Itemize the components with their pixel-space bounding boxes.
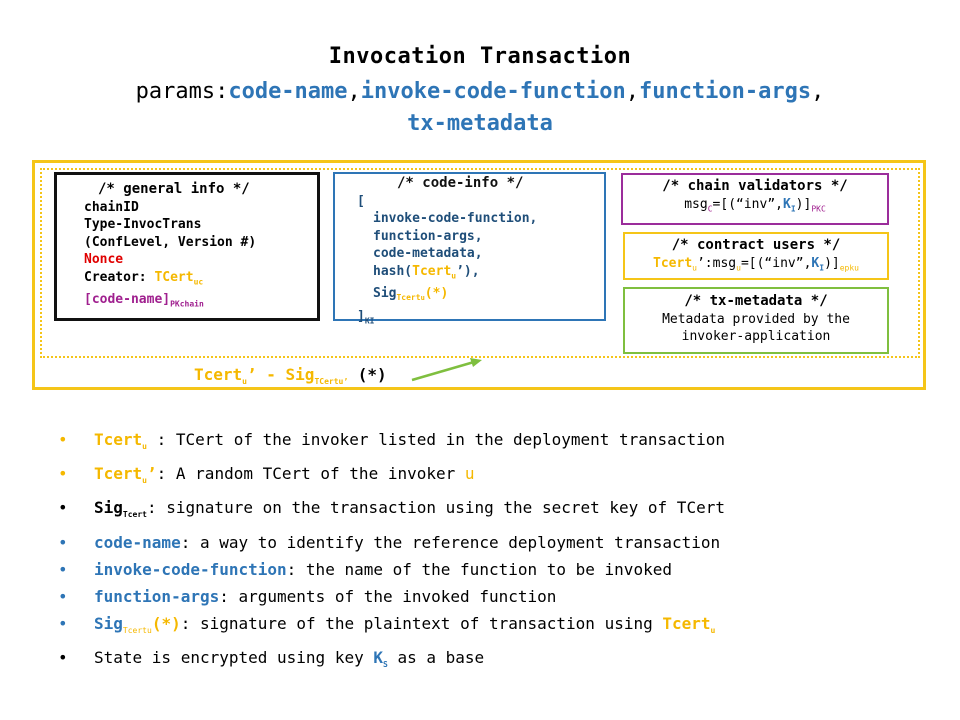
list-item [58, 556, 725, 583]
sig-subsub: u [420, 294, 425, 303]
cu-tcert-sub: u [692, 263, 697, 273]
key-k-sub: I [790, 204, 796, 214]
bullet-text: : signature of the plaintext of transaction using [180, 613, 663, 633]
code-info-open: [ [357, 193, 365, 209]
general-info-header: /* general info */ [98, 181, 250, 197]
list-item [58, 494, 725, 528]
sig-sig-sub: TCertu’ [314, 377, 349, 387]
code-info-line: code-metadata, [373, 246, 483, 261]
bullet-term-sub: u [142, 442, 147, 452]
bullet-text: : signature on the transaction using the secret key of TCert [147, 498, 725, 518]
bullet-dot: • [58, 430, 68, 449]
page-title: Invocation Transaction [328, 44, 632, 69]
chain-id-line: chainID [84, 199, 139, 215]
bullet-term: invoke-code-function [94, 559, 287, 579]
bullet-dot: • [58, 613, 68, 633]
list-item [58, 426, 725, 460]
contract-users-header: /* contract users */ [671, 237, 841, 253]
sig-tcert: Tcert [194, 365, 243, 384]
tx-metadata-header: /* tx-metadata */ [684, 293, 828, 309]
type-line: Type-InvocTrans [84, 217, 202, 232]
bullet-term: Sig [94, 613, 123, 633]
sig-label: Sig [373, 285, 397, 301]
bullet-text: : the name of the function to be invoked [286, 559, 672, 579]
creator-sub: uc [193, 277, 204, 287]
cu-msg-sub: u [736, 263, 741, 273]
msg-body: =[(“inv”, [712, 196, 783, 212]
sig-tcert-sub: u [242, 377, 247, 387]
cu-mid: ’:msg [696, 255, 737, 271]
cu-tcert: Tcert [653, 255, 693, 271]
bullet-term-sub: Tcert [122, 510, 147, 520]
msg-sub: C [707, 204, 713, 214]
sig-star: (*) [348, 365, 387, 384]
bullet-text: : a way to identify the reference deployment transaction [180, 532, 721, 552]
param-function-args: function-args [638, 79, 812, 104]
bullet-term: Tcert [94, 464, 143, 484]
pk-sub: PKC [811, 204, 826, 214]
bullet-text: : TCert of the invoker listed in the deployment transaction [147, 430, 725, 449]
bullet-tail-sub: u [710, 625, 716, 635]
bullet-text2: as a base [387, 647, 485, 667]
tx-metadata-line1: Metadata provided by the [662, 311, 850, 327]
bullet-dot: • [58, 498, 68, 518]
list-item [58, 529, 725, 556]
bullet-text: : A random TCert of the invoker [156, 464, 465, 484]
bullet-term-sub: Tcertu [122, 625, 152, 635]
list-item [58, 644, 725, 678]
bullet-tail: u [464, 464, 475, 484]
bullet-term2: (*) [151, 613, 181, 633]
list-item [58, 610, 725, 644]
creator-value: TCert [154, 269, 194, 285]
code-info-line: invoke-code-function, [373, 211, 538, 226]
list-item [58, 583, 725, 610]
hash-tcert: Tcert [412, 263, 452, 279]
bullet-dot: • [58, 586, 68, 606]
sig-sig: ’ - Sig [247, 365, 315, 384]
close-sub: KI [364, 316, 375, 326]
param-code-name: code-name [228, 79, 348, 104]
bullet-key-sub: S [383, 659, 388, 669]
bullet-term: code-name [94, 532, 181, 552]
bullet-key: K [373, 647, 383, 667]
nonce-line: Nonce [84, 252, 124, 267]
bullet-list [58, 426, 725, 678]
param-invoke-code-function: invoke-code-function [360, 79, 626, 104]
cu-key-k-sub: I [819, 263, 825, 273]
code-info-line: function-args, [373, 228, 483, 244]
msg-close: )] [795, 196, 812, 212]
bullet-term: function-args [94, 586, 220, 606]
bullet-dot: • [58, 532, 68, 552]
close-bracket: ] [357, 308, 365, 324]
cu-epk-sub: epku [839, 263, 859, 273]
param-tx-metadata: tx-metadata [407, 111, 553, 136]
cu-key-k: K [811, 255, 820, 271]
conf-level-line: (ConfLevel, Version #) [84, 234, 257, 250]
hash-fn: hash( [373, 263, 413, 279]
param-sep: , [811, 79, 825, 104]
param-sep: , [625, 79, 639, 104]
creator-label: Creator: [84, 269, 155, 285]
bullet-term: Sig [94, 498, 123, 518]
bullet-term: Tcert [94, 430, 143, 449]
hash-tcert-sub: u [451, 271, 457, 281]
code-info-header: /* code-info */ [397, 175, 524, 191]
bullet-text: : arguments of the invoked function [219, 586, 557, 606]
bullet-dot: • [58, 464, 68, 484]
tx-metadata-line2: invoker-application [681, 329, 831, 344]
code-name-value: [code-name] [84, 291, 171, 307]
bullet-term-sub: u [142, 476, 147, 486]
signature-line [194, 365, 387, 386]
bullet-dot: • [58, 647, 68, 667]
list-item [58, 460, 725, 494]
bullet-text: State is encrypted using key [94, 647, 374, 667]
bullet-dot: • [58, 559, 68, 579]
param-sep: , [347, 79, 361, 104]
sig-args: (*) [424, 285, 449, 301]
chain-validators-header: /* chain validators */ [662, 178, 848, 194]
key-k: K [783, 196, 791, 212]
bullet-prime: ’ [147, 464, 157, 484]
code-name-sub: PKchain [170, 299, 204, 309]
hash-close: ’), [456, 263, 480, 279]
sig-sub-text: Tcert [396, 293, 421, 303]
params-prefix: params: [135, 79, 229, 104]
bullet-tail: Tcert [662, 613, 711, 633]
msg-label: msg [684, 196, 708, 212]
cu-msg-close: )] [824, 255, 840, 271]
cu-msg-body: =[(“inv”, [740, 255, 812, 271]
